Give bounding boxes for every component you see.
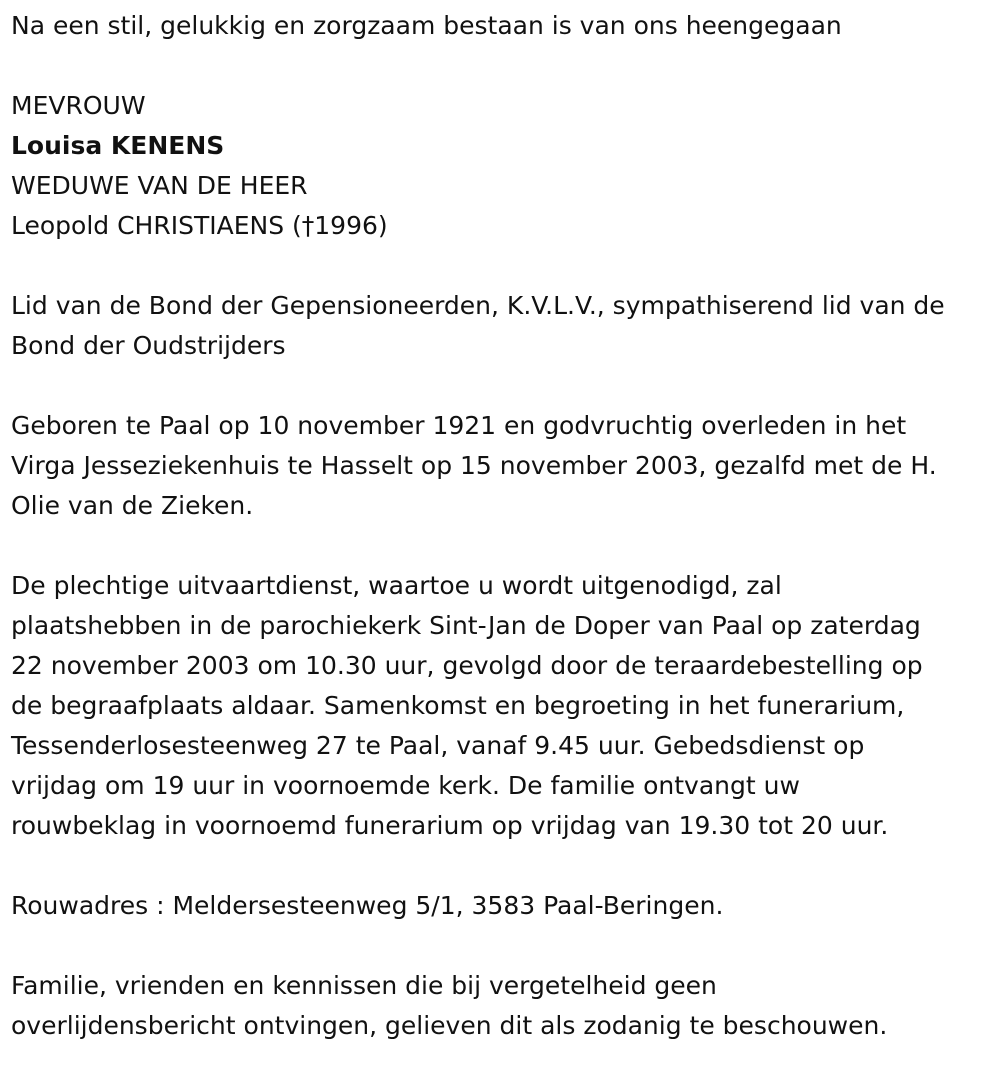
closing-line: Familie, vrienden en kennissen die bij vergetelheid geen [11, 971, 717, 1000]
spacer [11, 846, 996, 886]
birth-death-line: Geboren te Paal op 10 november 1921 en godvruchtig overleden in het [11, 411, 907, 440]
birth-death-line: Olie van de Zieken. [11, 491, 254, 520]
membership-line: Bond der Oudstrijders [11, 331, 286, 360]
funeral-line: plaatshebben in de parochiekerk Sint-Jan de Doper van Paal op zaterdag [11, 611, 921, 640]
funeral-line: Tessenderlosesteenweg 27 te Paal, vanaf 9.45 uur. Gebedsdienst op [11, 731, 865, 760]
funeral-line: 22 november 2003 om 10.30 uur, gevolgd door de teraardebestelling op [11, 651, 923, 680]
deceased-name: Louisa KENENS [11, 131, 225, 160]
membership-line: Lid van de Bond der Gepensioneerden, K.V.L.V., sympathiserend lid van de [11, 291, 945, 320]
spacer [11, 526, 996, 566]
obituary-text [11, 6, 996, 1046]
widow-of: WEDUWE VAN DE HEER [11, 171, 308, 200]
funeral-line: De plechtige uitvaartdienst, waartoe u wordt uitgenodigd, zal [11, 571, 782, 600]
funeral-line: de begraafplaats aldaar. Samenkomst en begroeting in het funerarium, [11, 691, 905, 720]
spacer [11, 366, 996, 406]
title-prefix: MEVROUW [11, 91, 146, 120]
spacer [11, 46, 996, 86]
spouse-name: Leopold CHRISTIAENS (†1996) [11, 211, 388, 240]
intro-line: Na een stil, gelukkig en zorgzaam bestaan is van ons heengegaan [11, 11, 842, 40]
mourning-address: Rouwadres : Meldersesteenweg 5/1, 3583 Paal-Beringen. [11, 891, 724, 920]
funeral-line: vrijdag om 19 uur in voornoemde kerk. De familie ontvangt uw [11, 771, 800, 800]
funeral-line: rouwbeklag in voornoemd funerarium op vrijdag van 19.30 tot 20 uur. [11, 811, 889, 840]
spacer [11, 246, 996, 286]
closing-line: overlijdensbericht ontvingen, gelieven dit als zodanig te beschouwen. [11, 1011, 888, 1040]
spacer [11, 926, 996, 966]
birth-death-line: Virga Jesseziekenhuis te Hasselt op 15 november 2003, gezalfd met de H. [11, 451, 937, 480]
